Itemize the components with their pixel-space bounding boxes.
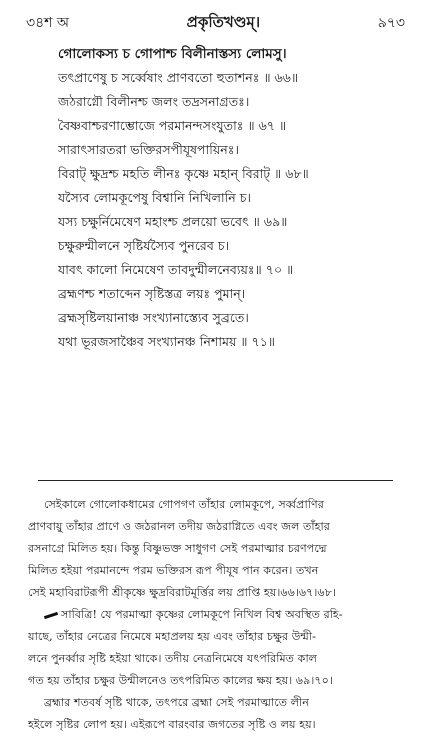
verse-line: যস্যৈব লোমকূপেষু বিশ্বানি নিখিলানি চ। xyxy=(58,190,252,205)
page-header xyxy=(26,12,405,34)
verse-line: যাবৎ কালো নিমেষেণ তাবদুন্মীলনেব্যয়ঃ॥ ৭০ ॥ xyxy=(58,262,294,277)
commentary-line: প্রাণবায়ু তাঁহার প্রাণে ও জঠরানল তদীয় জঠরাগ্নিতে এবং জল তাঁহার xyxy=(28,520,330,533)
verse-line: তৎপ্রাণেষু চ সর্ব্বেষাং প্রাণবতো হুতাশনঃ ॥ ৬৬॥ xyxy=(58,70,299,85)
verse-line: বৈষ্ণবাশ্চরণাম্ভোজে পরমানন্দসংযুতাঃ ॥ ৬৭ ॥ xyxy=(58,118,287,133)
commentary-line: সাবিত্রি! যে পরমাত্মা কৃষ্ণের লোমকূপে নিখিল বিশ্ব অবস্থিত রহি- xyxy=(61,608,343,621)
page-number: ৯৭৩ xyxy=(377,15,405,31)
commentary-line-marked xyxy=(28,604,413,626)
commentary-line: সেইকালে গোলোকধামের গোপগণ তাঁহার লোমকূপে, সর্ব্বপ্রাণির xyxy=(44,498,324,511)
verse-line: চক্ষুরুন্মীলনে সৃষ্টির্যস্যৈব পুনরেব চ। xyxy=(58,238,230,253)
commentary-line: লনে পুনর্ব্বার সৃষ্টি হইয়া থাকে। তদীয় নেত্রনিমেষে যৎপরিমিত কাল xyxy=(28,652,318,665)
commentary-line: হইলে সৃষ্টির লোপ হয়। এইরূপে বারংবার জগতের সৃষ্টি ও লয় হয়। xyxy=(28,718,316,731)
sanskrit-verses xyxy=(58,42,415,354)
book-title: প্রকৃতিখণ্ডম্। xyxy=(186,12,261,31)
chapter-number: ৩৪শ অ xyxy=(26,15,70,31)
verse-line: ব্রহ্মণশ্চ শতাব্দেন সৃষ্টিস্তত্র লয়ঃ পুমান্। xyxy=(58,286,246,301)
verse-line: যথা ভূরজসাঞ্চৈব সংখ্যানঞ্চ নিশাময় ॥ ৭১॥ xyxy=(58,334,276,349)
bengali-commentary xyxy=(28,494,413,736)
commentary-line: মিলিত হইয়া পরমানন্দে পরম ভক্তিরস রূপ পীযূষ পান করেন। তখন xyxy=(28,564,319,577)
verse-line: যস্য চক্ষুর্নিমেষেণ মহাংশ্চ প্রলয়ো ভবেৎ ॥ ৬৯॥ xyxy=(58,214,288,229)
verse-line: সারাৎসারতরা ভক্তিরসপীযূষপায়িনঃ। xyxy=(58,142,239,157)
commentary-line: সেই মহাবিরাটরূপী শ্রীকৃষ্ণে ক্ষুদ্রবিরাটমূর্ত্তির লয় প্রাপ্তি হয়।৬৬।৬৭।৬৮। xyxy=(28,586,336,599)
verse-line: বিরাট্ ক্ষুদ্রশ্চ মহতি লীনঃ কৃষ্ণে মহান্ বিরাট্ ॥ ৬৮॥ xyxy=(58,166,309,181)
verse-line: ব্রহ্মসৃষ্টিলয়ানাঞ্চ সংখ্যানাস্ত্যেব সুব্রতে। xyxy=(58,310,249,325)
section-divider xyxy=(38,480,393,481)
verse-line: গোলোকস্য চ গোপাশ্চ বিলীনাস্তস্য লোমসু। xyxy=(58,46,287,62)
commentary-line: গত হয় তাঁহার চক্ষুর উন্মীলনেও তৎপরিমিত কালের ক্ষয় হয়। ৬৯।৭০। xyxy=(28,674,333,687)
commentary-line: ব্রহ্মার শতবর্ষ সৃষ্টি থাকে, তৎপরে ব্রহ্মা সেই পরমাত্মাতে লীন xyxy=(44,696,309,709)
verse-line: জঠরাগ্নৌ বিলীনশ্চ জলং তদ্রসনাগ্রতঃ। xyxy=(58,94,250,109)
commentary-line: রসনাগ্রে মিলিত হয়। কিন্তু বিষ্ণুভক্ত সাধুগণ সেই পরমাত্মার চরণপদ্মে xyxy=(28,542,327,555)
commentary-line: য়াছে, তাঁহার নেত্রের নিমেষে মহাপ্রলয় হয় এবং তাঁহার চক্ষুর উন্মী- xyxy=(28,630,316,643)
pen-mark-icon xyxy=(44,611,58,618)
